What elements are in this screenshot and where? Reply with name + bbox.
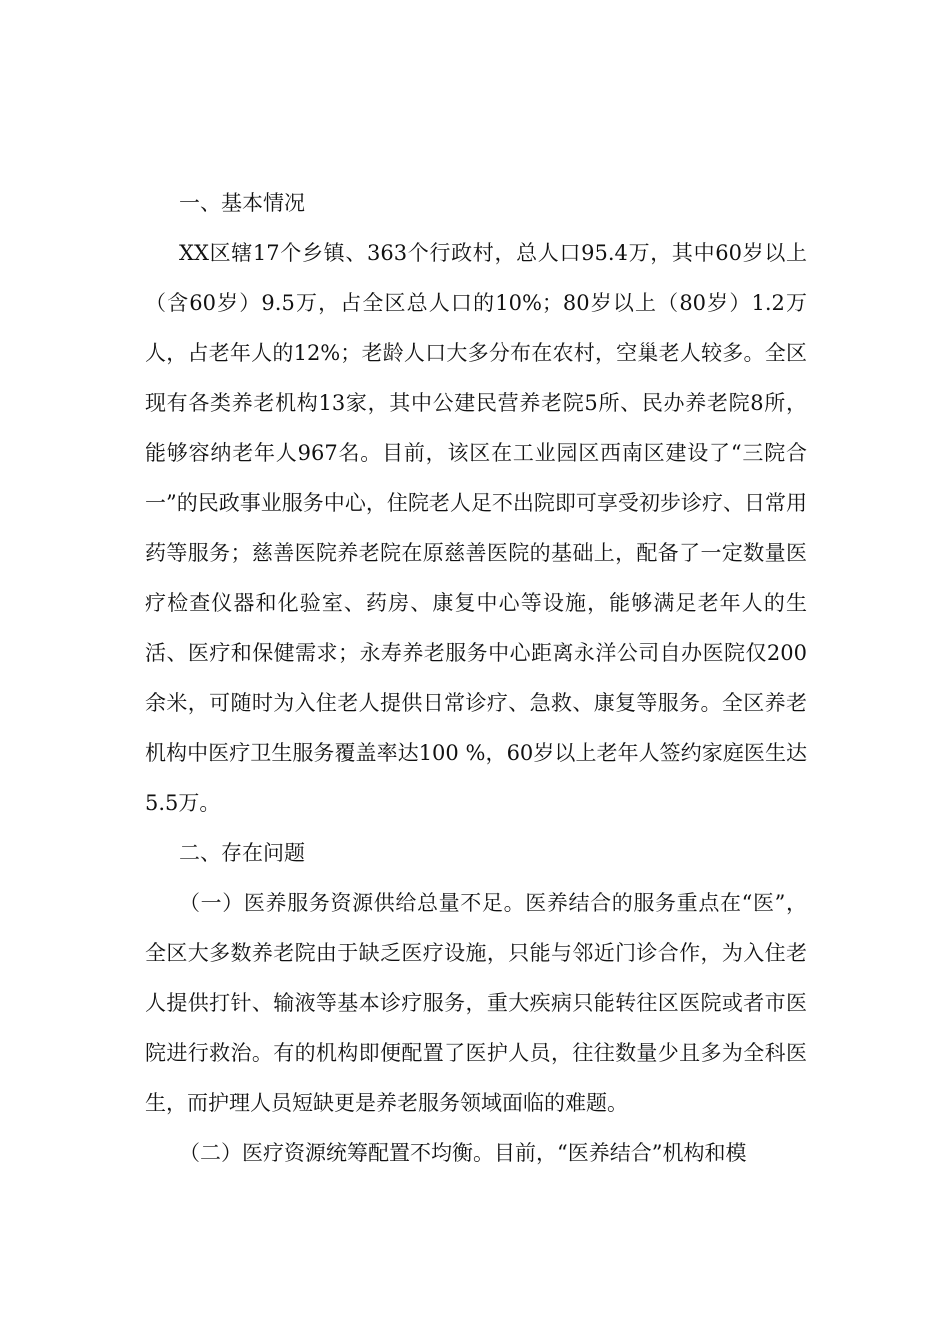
paragraph-problem-2: （二）医疗资源统筹配置不均衡。目前，“医养结合”机构和模 (179, 1141, 747, 1165)
paragraph-problem-1: （一）医养服务资源供给总量不足。医养结合的服务重点在“医”，全区大多数养老院由于缺乏医疗设施，只能与邻近门诊合作，为入住老人提供打针、输液等基本诊疗服务，重大疾病只能转往区医院或者市医院进行救治。有的机构即便配置了医护人员，往往数量少且多为全科医生，而护理人员短缺更是养老服务领域面临的难题。 (145, 891, 807, 1115)
paragraph-basic-situation: XX区辖17个乡镇、363个行政村，总人口95.4万，其中60岁以上（含60岁）9.5万，占全区总人口的10%；80岁以上（80岁）1.2万人，占老年人的12%；老龄人口大多分布在农村，空巢老人较多。全区现有各类养老机构13家，其中公建民营养老院5所、民办养老院8所，能够容纳老年人967名。目前，该区在工业园区西南区建设了“三院合一”的民政事业服务中心，住院老人足不出院即可享受初步诊疗、日常用药等服务；慈善医院养老院在原慈善医院的基础上，配备了一定数量医疗检查仪器和化验室、药房、康复中心等设施，能够满足老年人的生活、医疗和保健需求；永寿养老服务中心距离永洋公司自办医院仅200余米，可随时为入住老人提供日常诊疗、急救、康复等服务。全区养老机构中医疗卫生服务覆盖率达100 %，60岁以上老年人签约家庭医生达5.5万。 (145, 241, 807, 815)
section-heading-basic-situation: 一、基本情况 (179, 191, 305, 215)
document-page (145, 178, 807, 1178)
section-heading-existing-problems: 二、存在问题 (179, 841, 305, 865)
